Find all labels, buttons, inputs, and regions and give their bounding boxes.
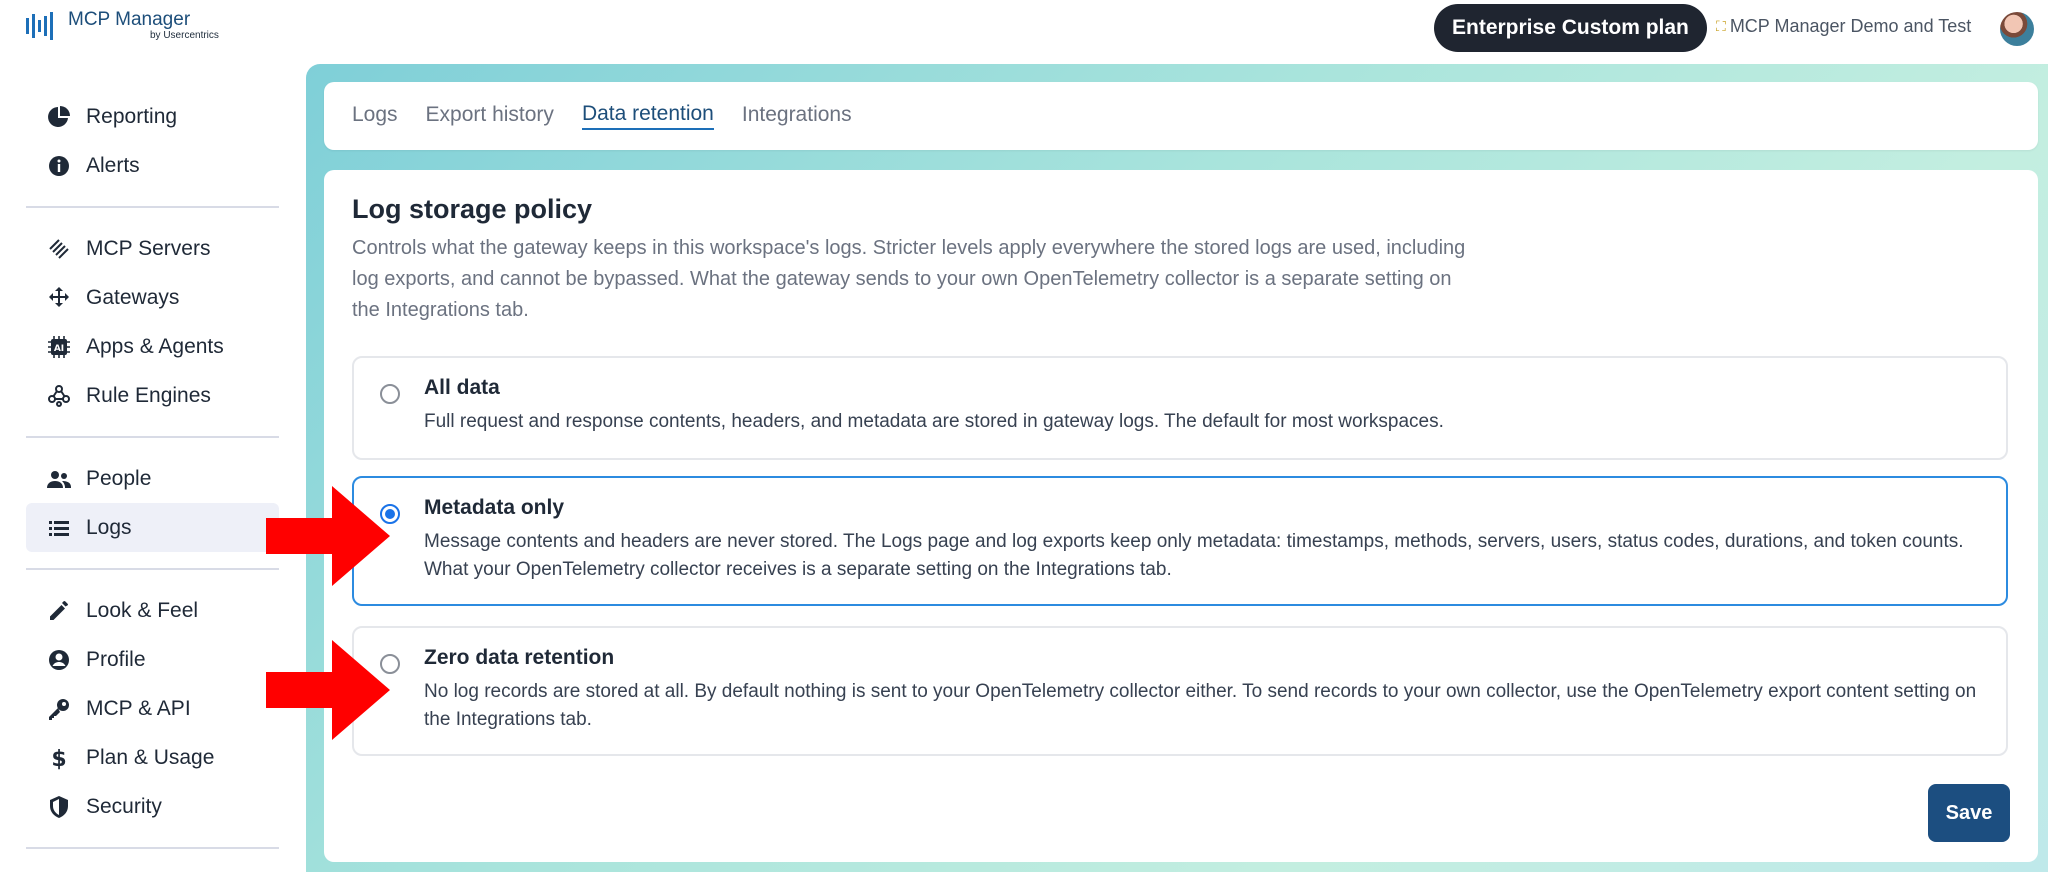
tab-integrations[interactable]: Integrations	[741, 103, 852, 126]
page-title: Log storage policy	[352, 194, 593, 224]
svg-text:AI: AI	[53, 343, 65, 354]
sidebar-item-label: Plan & Usage	[86, 745, 215, 769]
ai-chip-icon	[46, 334, 72, 360]
sidebar	[26, 88, 279, 861]
sidebar-item-label: People	[86, 466, 152, 490]
dollar-icon	[46, 745, 72, 771]
tab-export-history[interactable]: Export history	[425, 103, 554, 126]
sidebar-item-label: Rule Engines	[86, 383, 211, 407]
option-metadata-only[interactable]	[352, 476, 2008, 606]
sidebar-divider	[26, 847, 279, 849]
sidebar-item-label: MCP Servers	[86, 236, 211, 260]
people-icon	[46, 466, 72, 492]
sidebar-item-rule-engines[interactable]	[26, 371, 279, 420]
brand-text	[68, 10, 219, 41]
pencil-icon	[46, 598, 72, 624]
brand-logo-link[interactable]	[26, 10, 219, 41]
sidebar-item-reporting[interactable]	[26, 92, 279, 141]
sidebar-item-label: Apps & Agents	[86, 334, 224, 358]
gateway-icon	[46, 285, 72, 311]
nav-group-infra	[26, 220, 279, 424]
option-description: Message contents and headers are never stored. The Logs page and log exports keep only metadata: timestamps, methods, servers, users, status codes, durations, and token counts. What your OpenTelemetry collector receives is a separate setting on the Integrations tab.	[424, 531, 1964, 580]
avatar[interactable]	[2000, 12, 2034, 46]
rules-icon	[46, 383, 72, 409]
sidebar-item-plan-usage[interactable]	[26, 733, 279, 782]
option-description: No log records are stored at all. By default nothing is sent to your OpenTelemetry collector either. To send records to your own collector, use the OpenTelemetry export content setting on the Integrations tab.	[424, 681, 1977, 730]
sidebar-item-label: Profile	[86, 647, 146, 671]
sidebar-item-alerts[interactable]	[26, 141, 279, 190]
sidebar-item-label: Alerts	[86, 153, 140, 177]
nav-group-settings	[26, 582, 279, 835]
pie-chart-icon	[46, 104, 72, 130]
nav-group-people	[26, 450, 279, 556]
sidebar-item-logs[interactable]	[26, 503, 279, 552]
save-button[interactable]: Save	[1928, 784, 2010, 842]
red-arrow-icon	[266, 486, 390, 586]
sidebar-item-look-feel[interactable]	[26, 586, 279, 635]
bars-logo-icon	[26, 12, 60, 40]
option-title: Metadata only	[424, 496, 565, 519]
sidebar-divider	[26, 436, 279, 438]
sidebar-divider	[26, 206, 279, 208]
sidebar-item-label: Reporting	[86, 104, 178, 128]
tab-logs[interactable]: Logs	[352, 103, 398, 126]
sidebar-item-mcp-api[interactable]	[26, 684, 279, 733]
sidebar-item-label: Look & Feel	[86, 598, 199, 622]
option-title: All data	[424, 376, 500, 399]
nav-group-insights	[26, 88, 279, 194]
log-storage-policy-card	[324, 170, 2038, 862]
radio-all-data[interactable]	[380, 384, 400, 404]
sidebar-divider	[26, 568, 279, 570]
brand-name: MCP Manager	[68, 9, 191, 30]
key-icon	[46, 696, 72, 722]
option-all-data[interactable]	[352, 356, 2008, 460]
workspace-name: MCP Manager Demo and Test	[1729, 16, 1972, 36]
user-icon	[46, 647, 72, 673]
sidebar-item-label: Logs	[86, 515, 132, 539]
red-arrow-icon	[266, 640, 390, 740]
sidebar-item-label: Security	[86, 794, 162, 818]
servers-icon	[46, 236, 72, 262]
main-panel	[306, 64, 2048, 872]
sidebar-item-mcp-servers[interactable]	[26, 224, 279, 273]
shield-icon	[46, 794, 72, 820]
list-icon	[46, 515, 72, 541]
option-zero-data-retention[interactable]	[352, 626, 2008, 756]
plan-badge[interactable]: Enterprise Custom plan	[1434, 4, 1707, 52]
option-description: Full request and response contents, headers, and metadata are stored in gateway logs. The default for most workspaces.	[424, 411, 1444, 432]
sidebar-item-apps-agents[interactable]	[26, 322, 279, 371]
policy-description: Controls what the gateway keeps in this workspace's logs. Stricter levels apply everywhere the stored logs are used, including log exports, and cannot be bypassed. What the gateway sends to your own OpenTelemetry collector is a separate setting on the Integrations tab.	[352, 237, 1466, 321]
sidebar-item-gateways[interactable]	[26, 273, 279, 322]
sidebar-item-label: Gateways	[86, 285, 180, 309]
tab-bar	[324, 82, 2038, 150]
sidebar-item-label: MCP & API	[86, 696, 191, 720]
option-title: Zero data retention	[424, 646, 615, 669]
workspace-switcher[interactable]	[1716, 16, 1971, 37]
info-icon	[46, 153, 72, 179]
sidebar-item-people[interactable]	[26, 454, 279, 503]
workspace-icon: ⛶	[1716, 18, 1726, 34]
brand-sub: by Usercentrics	[150, 30, 219, 41]
sidebar-item-security[interactable]	[26, 782, 279, 831]
tab-data-retention[interactable]: Data retention	[582, 102, 714, 130]
sidebar-item-profile[interactable]	[26, 635, 279, 684]
svg-text:$: $	[51, 746, 67, 770]
